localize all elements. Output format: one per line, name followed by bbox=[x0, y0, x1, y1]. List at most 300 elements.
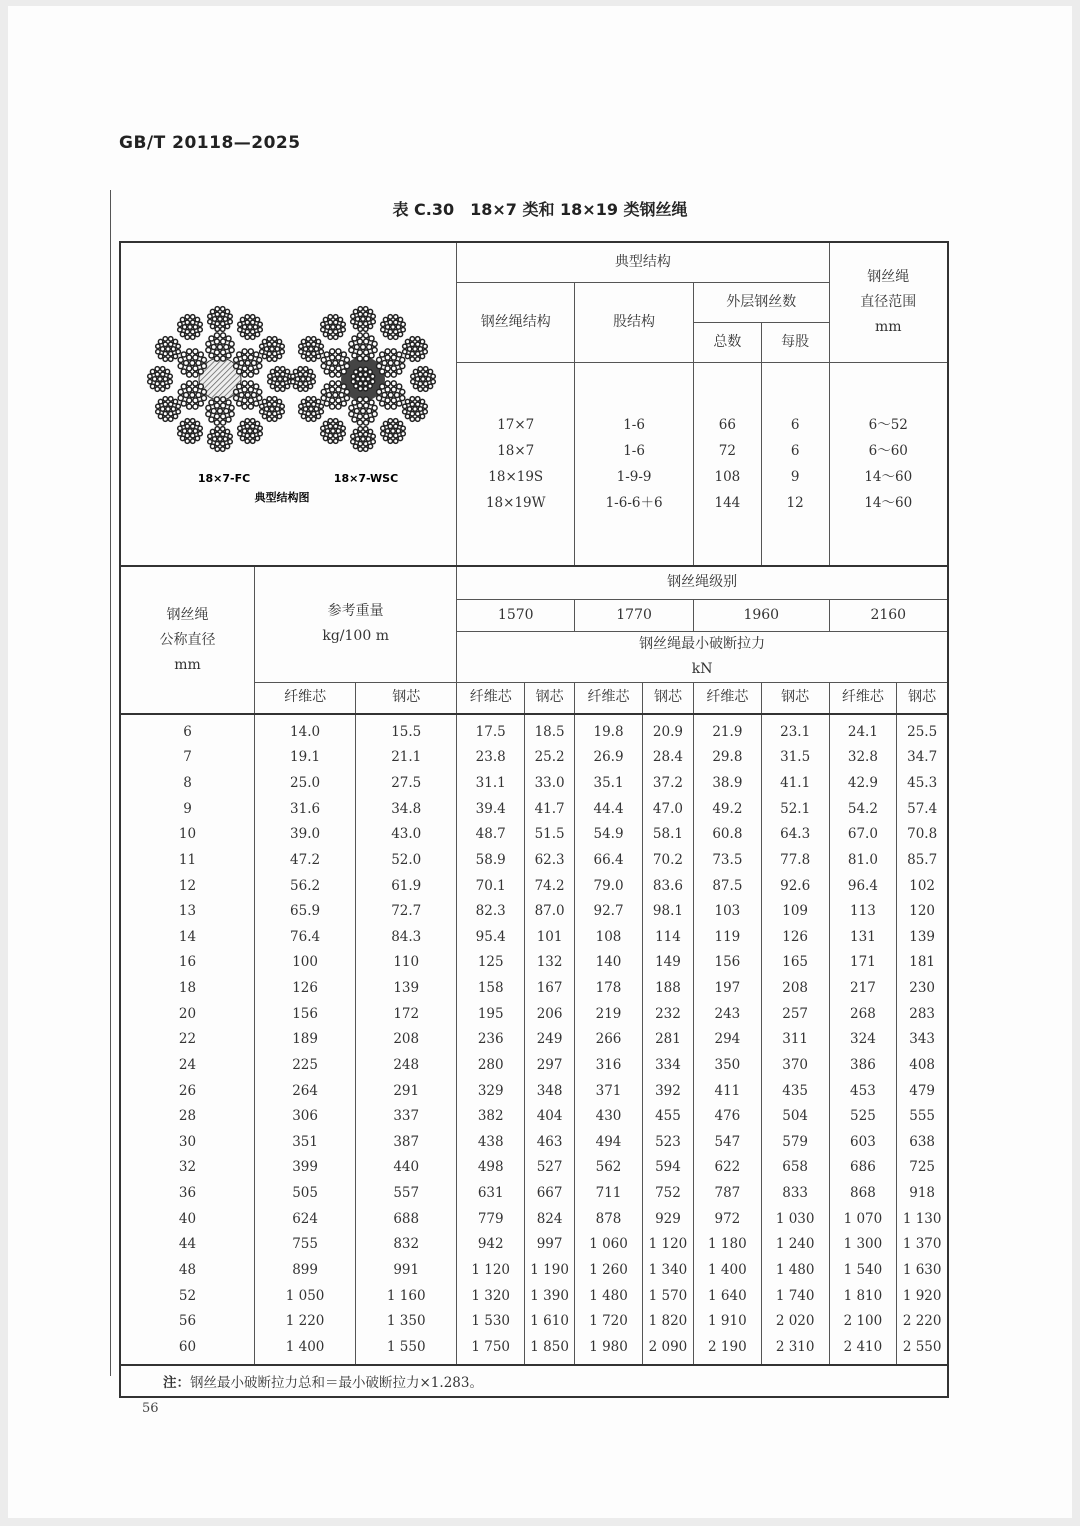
table-cell: 316 bbox=[575, 1052, 643, 1078]
table-cell: 167 bbox=[525, 975, 575, 1001]
table-cell: 23.1 bbox=[761, 714, 829, 745]
table-cell: 92.6 bbox=[761, 873, 829, 899]
table-cell: 14.0 bbox=[255, 714, 356, 745]
table-cell: 15.5 bbox=[356, 714, 457, 745]
nominal-diameter-cell: 52 bbox=[120, 1283, 255, 1309]
table-cell: 832 bbox=[356, 1232, 457, 1258]
table-cell: 1 370 bbox=[897, 1232, 948, 1258]
table-row bbox=[120, 714, 948, 745]
table-cell: 70.2 bbox=[642, 847, 693, 873]
table-cell: 61.9 bbox=[356, 873, 457, 899]
table-cell: 411 bbox=[694, 1078, 762, 1104]
table-cell: 178 bbox=[575, 975, 643, 1001]
table-cell: 1 850 bbox=[525, 1334, 575, 1365]
table-cell: 54.2 bbox=[829, 796, 897, 822]
table-row bbox=[120, 1129, 948, 1155]
table-cell: 52.0 bbox=[356, 847, 457, 873]
table-cell: 232 bbox=[642, 1001, 693, 1027]
table-cell: 225 bbox=[255, 1052, 356, 1078]
table-cell: 31.5 bbox=[761, 745, 829, 771]
rope-grade-header: 钢丝绳级别 bbox=[457, 566, 948, 599]
table-cell: 102 bbox=[897, 873, 948, 899]
table-cell: 1 340 bbox=[642, 1257, 693, 1283]
table-cell: 1 220 bbox=[255, 1308, 356, 1334]
table-row bbox=[120, 924, 948, 950]
diagram-label-fc: 18×7-FC bbox=[197, 472, 250, 485]
table-cell: 725 bbox=[897, 1155, 948, 1181]
table-cell: 343 bbox=[897, 1027, 948, 1053]
table-cell: 337 bbox=[356, 1103, 457, 1129]
table-cell: 1 920 bbox=[897, 1283, 948, 1309]
table-cell: 899 bbox=[255, 1257, 356, 1283]
table-cell: 19.8 bbox=[575, 714, 643, 745]
table-cell: 249 bbox=[525, 1027, 575, 1053]
table-cell: 1 480 bbox=[761, 1257, 829, 1283]
table-row bbox=[120, 1052, 948, 1078]
table-cell: 686 bbox=[829, 1155, 897, 1181]
rope-18x7-wsc-icon bbox=[290, 307, 435, 452]
outer-wires-header: 外层钢丝数 bbox=[694, 282, 830, 322]
rope-structure-values: 17×7 18×7 18×19S 18×19W bbox=[457, 362, 575, 566]
rope-cross-section-icons bbox=[129, 299, 449, 509]
table-cell: 25.2 bbox=[525, 745, 575, 771]
table-cell: 39.4 bbox=[457, 796, 525, 822]
table-cell: 208 bbox=[761, 975, 829, 1001]
nominal-diameter-cell: 12 bbox=[120, 873, 255, 899]
table-cell: 350 bbox=[694, 1052, 762, 1078]
data-rows bbox=[120, 714, 948, 1365]
table-cell: 594 bbox=[642, 1155, 693, 1181]
nominal-diameter-cell: 32 bbox=[120, 1155, 255, 1181]
table-cell: 34.8 bbox=[356, 796, 457, 822]
table-cell: 329 bbox=[457, 1078, 525, 1104]
table-cell: 371 bbox=[575, 1078, 643, 1104]
table-cell: 752 bbox=[642, 1180, 693, 1206]
table-cell: 387 bbox=[356, 1129, 457, 1155]
table-cell: 156 bbox=[255, 1001, 356, 1027]
table-row bbox=[120, 822, 948, 848]
table-cell: 688 bbox=[356, 1206, 457, 1232]
diameter-range-values: 6～52 6～60 14～60 14～60 bbox=[829, 362, 948, 566]
table-cell: 624 bbox=[255, 1206, 356, 1232]
grade-1960: 1960 bbox=[694, 599, 830, 631]
table-row bbox=[120, 1027, 948, 1053]
table-cell: 58.9 bbox=[457, 847, 525, 873]
nominal-diameter-cell: 56 bbox=[120, 1308, 255, 1334]
table-cell: 555 bbox=[897, 1103, 948, 1129]
table-cell: 1 320 bbox=[457, 1283, 525, 1309]
table-cell: 126 bbox=[255, 975, 356, 1001]
table-cell: 667 bbox=[525, 1180, 575, 1206]
table-cell: 197 bbox=[694, 975, 762, 1001]
note-text: 钢丝最小破断拉力总和＝最小破断拉力×1.283。 bbox=[190, 1374, 483, 1391]
table-cell: 622 bbox=[694, 1155, 762, 1181]
table-cell: 126 bbox=[761, 924, 829, 950]
table-row bbox=[120, 1103, 948, 1129]
table-cell: 67.0 bbox=[829, 822, 897, 848]
table-row bbox=[120, 975, 948, 1001]
table-cell: 70.1 bbox=[457, 873, 525, 899]
table-cell: 435 bbox=[761, 1078, 829, 1104]
outer-per-strand-values: 6 6 9 12 bbox=[761, 362, 829, 566]
table-cell: 87.5 bbox=[694, 873, 762, 899]
table-cell: 2 090 bbox=[642, 1334, 693, 1365]
table-cell: 455 bbox=[642, 1103, 693, 1129]
table-cell: 382 bbox=[457, 1103, 525, 1129]
nominal-diameter-cell: 18 bbox=[120, 975, 255, 1001]
table-cell: 25.5 bbox=[897, 714, 948, 745]
table-cell: 70.8 bbox=[897, 822, 948, 848]
table-cell: 149 bbox=[642, 950, 693, 976]
table-row bbox=[120, 1334, 948, 1365]
diameter-range-l2: 直径范围 bbox=[860, 293, 917, 310]
table-cell: 208 bbox=[356, 1027, 457, 1053]
table-cell: 51.5 bbox=[525, 822, 575, 848]
table-cell: 1 400 bbox=[255, 1334, 356, 1365]
table-cell: 60.8 bbox=[694, 822, 762, 848]
diameter-range-unit: mm bbox=[874, 318, 902, 335]
table-cell: 997 bbox=[525, 1232, 575, 1258]
table-cell: 181 bbox=[897, 950, 948, 976]
strand-structure-values: 1-6 1-6 1-9-9 1-6-6＋6 bbox=[575, 362, 694, 566]
table-cell: 31.6 bbox=[255, 796, 356, 822]
table-cell: 463 bbox=[525, 1129, 575, 1155]
table-cell: 195 bbox=[457, 1001, 525, 1027]
table-row bbox=[120, 847, 948, 873]
diagram-caption: 典型结构图 bbox=[254, 491, 310, 504]
table-cell: 1 630 bbox=[897, 1257, 948, 1283]
grade-1570: 1570 bbox=[457, 599, 575, 631]
table-cell: 283 bbox=[897, 1001, 948, 1027]
table-cell: 236 bbox=[457, 1027, 525, 1053]
table-cell: 84.3 bbox=[356, 924, 457, 950]
table-row bbox=[120, 796, 948, 822]
table-cell: 87.0 bbox=[525, 898, 575, 924]
table-cell: 334 bbox=[642, 1052, 693, 1078]
table-cell: 120 bbox=[897, 898, 948, 924]
table-cell: 45.3 bbox=[897, 770, 948, 796]
table-cell: 217 bbox=[829, 975, 897, 1001]
table-cell: 1 190 bbox=[525, 1257, 575, 1283]
nominal-diameter-cell: 44 bbox=[120, 1232, 255, 1258]
table-cell: 494 bbox=[575, 1129, 643, 1155]
table-cell: 171 bbox=[829, 950, 897, 976]
grade-1770: 1770 bbox=[575, 599, 694, 631]
grade-2160: 2160 bbox=[829, 599, 948, 631]
nominal-diameter-cell: 11 bbox=[120, 847, 255, 873]
wire-rope-table bbox=[119, 241, 949, 1398]
table-cell: 311 bbox=[761, 1027, 829, 1053]
table-cell: 2 310 bbox=[761, 1334, 829, 1365]
core-header: 钢芯 bbox=[356, 682, 457, 714]
table-cell: 324 bbox=[829, 1027, 897, 1053]
table-cell: 638 bbox=[897, 1129, 948, 1155]
table-cell: 1 610 bbox=[525, 1308, 575, 1334]
table-row bbox=[120, 898, 948, 924]
table-cell: 81.0 bbox=[829, 847, 897, 873]
nominal-diameter-cell: 40 bbox=[120, 1206, 255, 1232]
binding-rule bbox=[110, 190, 111, 1376]
table-cell: 27.5 bbox=[356, 770, 457, 796]
table-cell: 85.7 bbox=[897, 847, 948, 873]
nominal-diameter-cell: 14 bbox=[120, 924, 255, 950]
table-row bbox=[120, 1308, 948, 1334]
table-cell: 165 bbox=[761, 950, 829, 976]
table-cell: 74.2 bbox=[525, 873, 575, 899]
nominal-diameter-cell: 22 bbox=[120, 1027, 255, 1053]
nominal-diameter-cell: 7 bbox=[120, 745, 255, 771]
table-cell: 54.9 bbox=[575, 822, 643, 848]
table-cell: 257 bbox=[761, 1001, 829, 1027]
table-cell: 504 bbox=[761, 1103, 829, 1129]
table-cell: 297 bbox=[525, 1052, 575, 1078]
core-header: 纤维芯 bbox=[255, 682, 356, 714]
table-cell: 19.1 bbox=[255, 745, 356, 771]
table-cell: 57.4 bbox=[897, 796, 948, 822]
table-note bbox=[120, 1365, 948, 1397]
table-cell: 64.3 bbox=[761, 822, 829, 848]
table-cell: 37.2 bbox=[642, 770, 693, 796]
table-cell: 44.4 bbox=[575, 796, 643, 822]
table-cell: 1 720 bbox=[575, 1308, 643, 1334]
table-cell: 557 bbox=[356, 1180, 457, 1206]
table-cell: 1 820 bbox=[642, 1308, 693, 1334]
table-row bbox=[120, 1078, 948, 1104]
table-cell: 101 bbox=[525, 924, 575, 950]
table-cell: 35.1 bbox=[575, 770, 643, 796]
nominal-diameter-cell: 36 bbox=[120, 1180, 255, 1206]
table-cell: 547 bbox=[694, 1129, 762, 1155]
table-cell: 230 bbox=[897, 975, 948, 1001]
table-cell: 77.8 bbox=[761, 847, 829, 873]
table-cell: 631 bbox=[457, 1180, 525, 1206]
standard-code: GB/T 20118—2025 bbox=[119, 133, 301, 153]
table-cell: 24.1 bbox=[829, 714, 897, 745]
table-cell: 392 bbox=[642, 1078, 693, 1104]
table-cell: 755 bbox=[255, 1232, 356, 1258]
diagram-label-wsc: 18×7-WSC bbox=[333, 472, 398, 485]
table-cell: 139 bbox=[897, 924, 948, 950]
typical-structure-heading: 典型结构 bbox=[457, 242, 829, 282]
table-cell: 125 bbox=[457, 950, 525, 976]
table-cell: 52.1 bbox=[761, 796, 829, 822]
table-cell: 66.4 bbox=[575, 847, 643, 873]
table-cell: 438 bbox=[457, 1129, 525, 1155]
table-cell: 131 bbox=[829, 924, 897, 950]
table-cell: 21.1 bbox=[356, 745, 457, 771]
table-cell: 711 bbox=[575, 1180, 643, 1206]
nominal-diameter-cell: 26 bbox=[120, 1078, 255, 1104]
table-cell: 38.9 bbox=[694, 770, 762, 796]
table-cell: 140 bbox=[575, 950, 643, 976]
nominal-diameter-cell: 8 bbox=[120, 770, 255, 796]
table-cell: 1 810 bbox=[829, 1283, 897, 1309]
table-cell: 294 bbox=[694, 1027, 762, 1053]
table-cell: 1 120 bbox=[457, 1257, 525, 1283]
table-cell: 65.9 bbox=[255, 898, 356, 924]
table-cell: 1 750 bbox=[457, 1334, 525, 1365]
table-cell: 1 480 bbox=[575, 1283, 643, 1309]
core-header: 钢芯 bbox=[761, 682, 829, 714]
table-cell: 1 400 bbox=[694, 1257, 762, 1283]
table-cell: 505 bbox=[255, 1180, 356, 1206]
table-cell: 523 bbox=[642, 1129, 693, 1155]
table-cell: 942 bbox=[457, 1232, 525, 1258]
table-title: 表 C.30 18×7 类和 18×19 类钢丝绳 bbox=[392, 200, 688, 219]
page-number: 56 bbox=[142, 1401, 159, 1416]
table-cell: 113 bbox=[829, 898, 897, 924]
core-header: 纤维芯 bbox=[575, 682, 643, 714]
table-cell: 103 bbox=[694, 898, 762, 924]
table-cell: 47.2 bbox=[255, 847, 356, 873]
table-cell: 306 bbox=[255, 1103, 356, 1129]
table-cell: 1 550 bbox=[356, 1334, 457, 1365]
table-cell: 453 bbox=[829, 1078, 897, 1104]
nominal-diameter-cell: 28 bbox=[120, 1103, 255, 1129]
nominal-diameter-cell: 6 bbox=[120, 714, 255, 745]
table-cell: 603 bbox=[829, 1129, 897, 1155]
nominal-diameter-cell: 16 bbox=[120, 950, 255, 976]
nominal-diameter-cell: 20 bbox=[120, 1001, 255, 1027]
table-row bbox=[120, 1206, 948, 1232]
table-cell: 918 bbox=[897, 1180, 948, 1206]
table-cell: 370 bbox=[761, 1052, 829, 1078]
table-cell: 291 bbox=[356, 1078, 457, 1104]
table-cell: 109 bbox=[761, 898, 829, 924]
table-cell: 189 bbox=[255, 1027, 356, 1053]
nominal-diameter-cell: 24 bbox=[120, 1052, 255, 1078]
table-cell: 2 190 bbox=[694, 1334, 762, 1365]
core-header: 纤维芯 bbox=[457, 682, 525, 714]
table-cell: 404 bbox=[525, 1103, 575, 1129]
table-cell: 34.7 bbox=[897, 745, 948, 771]
table-cell: 79.0 bbox=[575, 873, 643, 899]
table-cell: 95.4 bbox=[457, 924, 525, 950]
table-cell: 878 bbox=[575, 1206, 643, 1232]
table-cell: 73.5 bbox=[694, 847, 762, 873]
table-cell: 76.4 bbox=[255, 924, 356, 950]
table-row bbox=[120, 950, 948, 976]
table-cell: 72.7 bbox=[356, 898, 457, 924]
core-header: 纤维芯 bbox=[694, 682, 762, 714]
table-cell: 972 bbox=[694, 1206, 762, 1232]
core-header: 钢芯 bbox=[642, 682, 693, 714]
nominal-diameter-cell: 60 bbox=[120, 1334, 255, 1365]
nominal-diameter-cell: 9 bbox=[120, 796, 255, 822]
table-cell: 1 050 bbox=[255, 1283, 356, 1309]
table-row bbox=[120, 873, 948, 899]
table-cell: 156 bbox=[694, 950, 762, 976]
table-row bbox=[120, 1001, 948, 1027]
table-cell: 824 bbox=[525, 1206, 575, 1232]
table-cell: 386 bbox=[829, 1052, 897, 1078]
table-cell: 1 740 bbox=[761, 1283, 829, 1309]
table-cell: 440 bbox=[356, 1155, 457, 1181]
table-cell: 139 bbox=[356, 975, 457, 1001]
table-cell: 1 260 bbox=[575, 1257, 643, 1283]
table-row bbox=[120, 1257, 948, 1283]
table-row bbox=[120, 745, 948, 771]
table-cell: 2 220 bbox=[897, 1308, 948, 1334]
table-cell: 98.1 bbox=[642, 898, 693, 924]
table-cell: 351 bbox=[255, 1129, 356, 1155]
table-cell: 498 bbox=[457, 1155, 525, 1181]
table-cell: 281 bbox=[642, 1027, 693, 1053]
table-cell: 39.0 bbox=[255, 822, 356, 848]
table-cell: 25.0 bbox=[255, 770, 356, 796]
table-cell: 43.0 bbox=[356, 822, 457, 848]
table-cell: 26.9 bbox=[575, 745, 643, 771]
table-cell: 62.3 bbox=[525, 847, 575, 873]
table-cell: 41.1 bbox=[761, 770, 829, 796]
table-cell: 430 bbox=[575, 1103, 643, 1129]
typical-structure-diagram bbox=[120, 242, 457, 566]
table-cell: 132 bbox=[525, 950, 575, 976]
table-cell: 56.2 bbox=[255, 873, 356, 899]
nominal-diameter-cell: 13 bbox=[120, 898, 255, 924]
table-row bbox=[120, 1180, 948, 1206]
table-cell: 119 bbox=[694, 924, 762, 950]
table-cell: 1 240 bbox=[761, 1232, 829, 1258]
table-cell: 1 910 bbox=[694, 1308, 762, 1334]
table-cell: 96.4 bbox=[829, 873, 897, 899]
table-cell: 579 bbox=[761, 1129, 829, 1155]
diameter-range-header bbox=[829, 242, 948, 362]
nominal-diameter-cell: 30 bbox=[120, 1129, 255, 1155]
table-cell: 28.4 bbox=[642, 745, 693, 771]
table-cell: 929 bbox=[642, 1206, 693, 1232]
table-cell: 206 bbox=[525, 1001, 575, 1027]
table-cell: 48.7 bbox=[457, 822, 525, 848]
table-cell: 188 bbox=[642, 975, 693, 1001]
table-cell: 110 bbox=[356, 950, 457, 976]
nominal-diameter-cell: 48 bbox=[120, 1257, 255, 1283]
table-cell: 83.6 bbox=[642, 873, 693, 899]
core-header: 钢芯 bbox=[897, 682, 948, 714]
table-cell: 1 300 bbox=[829, 1232, 897, 1258]
table-cell: 562 bbox=[575, 1155, 643, 1181]
table-cell: 1 530 bbox=[457, 1308, 525, 1334]
min-breaking-force-header: 钢丝绳最小破断拉力 kN bbox=[457, 631, 948, 682]
note-label: 注： bbox=[163, 1374, 190, 1391]
table-cell: 17.5 bbox=[457, 714, 525, 745]
table-cell: 264 bbox=[255, 1078, 356, 1104]
table-cell: 476 bbox=[694, 1103, 762, 1129]
table-row bbox=[120, 1283, 948, 1309]
table-cell: 2 410 bbox=[829, 1334, 897, 1365]
table-cell: 991 bbox=[356, 1257, 457, 1283]
table-cell: 18.5 bbox=[525, 714, 575, 745]
diameter-range-l1: 钢丝绳 bbox=[867, 268, 910, 285]
table-cell: 1 390 bbox=[525, 1283, 575, 1309]
table-cell: 2 550 bbox=[897, 1334, 948, 1365]
table-cell: 658 bbox=[761, 1155, 829, 1181]
table-cell: 49.2 bbox=[694, 796, 762, 822]
table-cell: 1 570 bbox=[642, 1283, 693, 1309]
table-cell: 29.8 bbox=[694, 745, 762, 771]
table-cell: 868 bbox=[829, 1180, 897, 1206]
table-cell: 348 bbox=[525, 1078, 575, 1104]
table-cell: 1 640 bbox=[694, 1283, 762, 1309]
table-cell: 2 100 bbox=[829, 1308, 897, 1334]
table-cell: 21.9 bbox=[694, 714, 762, 745]
table-cell: 280 bbox=[457, 1052, 525, 1078]
reference-weight-header: 参考重量 kg/100 m bbox=[255, 566, 457, 682]
outer-wires-per-strand-header: 每股 bbox=[761, 322, 829, 362]
table-cell: 31.1 bbox=[457, 770, 525, 796]
table-cell: 158 bbox=[457, 975, 525, 1001]
core-header: 钢芯 bbox=[525, 682, 575, 714]
